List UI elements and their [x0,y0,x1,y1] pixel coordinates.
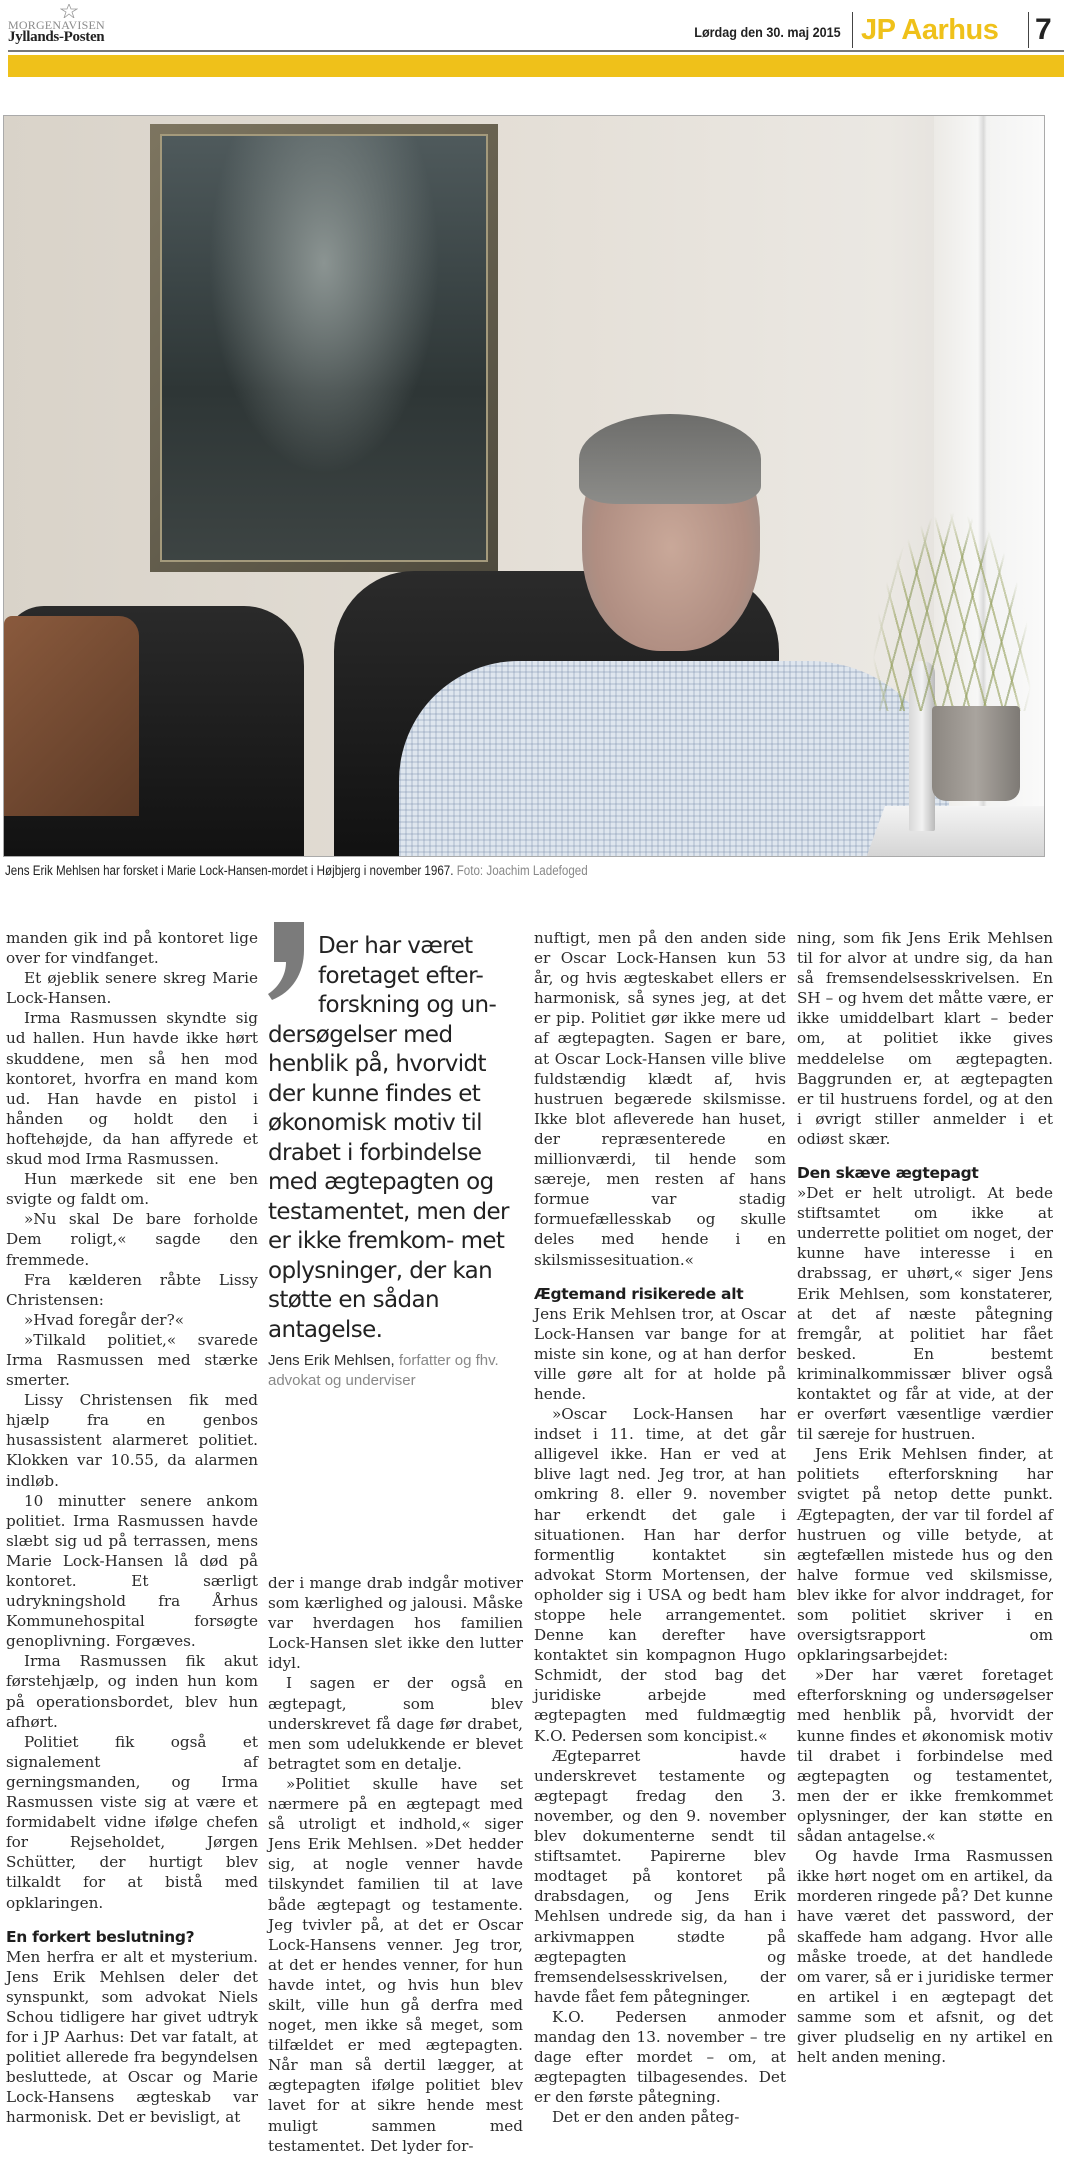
section-label [852,12,998,48]
pull-quote [268,932,526,1391]
paragraph: Det er den anden påteg- [552,2108,740,2127]
paragraph: Et øjeblik senere skreg Marie Lock-Hansen. [6,969,258,1008]
star-emblem-icon [60,4,78,18]
paragraph: Fra kælderen råbte Lissy Christensen: [6,1270,258,1309]
paragraph: I sagen er der også en ægtepagt, som blev underskrevet få dage før drabet, men som udelukkende er blevet betragtet som en detalje. [268,1674,523,1773]
masthead-rule [8,50,1064,52]
accent-band [8,55,1064,77]
photo-man-hair [579,414,761,504]
quote-author: Jens Erik Mehlsen, [268,1352,395,1369]
paragraph: »Tilkald politiet,« svarede Irma Rasmussen med stærke smerter. [6,1330,258,1390]
paragraph: Og havde Irma Rasmussen ikke hørt noget om en artikel, da morderen ringede på? Det kunne have været det password, der skaffede ham adgang. Hvor alle måske troede, at det handlede om varer, så er i juridiske termer en artikel i en ægtepagt det samme som et afsnit, og det giver pludselig en ny artikel en helt anden mening. [797,1847,1053,2067]
paragraph: »Politiet skulle have set nærmere på en ægtepagt med så utroligt et indhold,« siger Jens Erik Mehlsen. »Det hedder sig, at nogle venner havde tilskyndet familien til at lave både ægtepagt og testamente. Jeg tvivler på, at det er Oscar Lock-Hansens venner. Jeg tror, at det er hendes venner, for hun havde intet, og hvis hun blev skilt, ville hun gå derfra med noget, men ikke så meget, som tilfældet er med ægtepagten. Når man så dertil lægger, at ægtepagten ifølge politiet blev lavet for at sikre hende mest muligt sammen med testamentet. Det lyder for- [268,1774,523,2155]
paragraph: nuftigt, men på den anden side er Oscar Lock-Hansen kun 53 år, og hvis ægteskabet ellers er harmonisk, så synes jeg, at det er pip. Politiet gør ikke mere ud af ægtepagten. Sagen er bare, at Oscar Lock-Hansen ville blive fuldstændig klædt af, hvis hustruen begærede skilsmisse. Ikke blot afleverede han huset, der repræsenterede en millionværdi, til hende som særeje, men resten af hans formue var stadig formuefællesskab og skulle deles med hende i en skilsmissesituation.« [534,929,786,1269]
paragraph: ning, som fik Jens Erik Mehlsen til for alvor at undre sig, da han så fremsendelsesskrivelsen. En SH – og hvem det måtte være, er ikke umiddelbart klart – beder om, at politiet ikke gives meddelelse om ægtepagten. Baggrunden er, at ægtepagten er til hustruens fordel, og at den i øvrigt stiller anmelder i et odiøst skær. [797,929,1053,1148]
pull-quote-text [268,932,526,1345]
caption-text: Jens Erik Mehlsen har forsket i Marie Lock-Hansen-mordet i Højbjerg i november 1967. [5,863,454,878]
paragraph: »Der har været foretaget efterforskning og undersøgelser med henblik på, hvorvidt der kunne findes et økonomisk motiv til drabet i forbindelse med ægtepagten og testamentet, men der er ikke fremkommet oplysninger, der kan støtte en sådan antagelse.« [797,1666,1053,1846]
pull-quote-body: dersøgelser med henblik på, hvorvidt der kunne findes et økonomisk motiv til drabet i forbindelse med ægtepagten og testamentet, men der er ikke fremkom- met oplysninger, der kan støtte en sådan antagelse. [268,1021,509,1343]
page-number: 7 [1035,13,1052,46]
photo-painting [150,124,498,572]
issue-date: Lørdag den 30. maj 2015 [694,24,841,40]
article-column-3 [534,928,786,2127]
paragraph: K.O. Pedersen anmoder mandag den 13. november – tre dage efter mordet – om, at ægtepagten tilbagesendes. Det er den første påtegning. [534,2007,786,2107]
photo-cushion [4,616,139,816]
paragraph: der i mange drab indgår motiver som kærlighed og jalousi. Måske var hverdagen hos familien Lock-Hansen slet ikke den lutter idyl. [268,1574,523,1673]
photo-plant [872,511,1032,711]
paragraph: Irma Rasmussen fik akut førstehjælp, og inden hun kom på operationsbordet, blev hun afhørt. [6,1652,258,1731]
photo-credit: Foto: Joachim Ladefoged [456,863,588,878]
paragraph: »Oscar Lock-Hansen har indset i 11. time, at det går alligevel ikke. Han er ved at blive lagt ned. Jeg tror, at han omkring 8. eller 9. november har erkendt det gale i situationen. Han har derfor formentlig kontaktet sin advokat Storm Mortensen, der opholder sig i USA og bedt ham stoppe hele arrangementet. Denne kan derefter have kontaktet sin kompagnon Hugo Schmidt, der stod bag det juridiske arbejde med ægtepagten med fuldmægtig K.O. Pedersen som koncipist.« [534,1405,786,1745]
logo-bottom-line: Jyllands-Posten [8,29,105,45]
masthead [0,0,1068,80]
paragraph: »Hvad foregår der?« [24,1310,185,1329]
paragraph: Politiet fik også et signalement af gerningsmanden, og Irma Rasmussen viste sig at være et formidabelt vidne ifølge chefen for Rejseholdet, Jørgen Schütter, der hurtigt blev tilkaldt for at bistå med opklaringen. [6,1732,258,1912]
paragraph: Jens Erik Mehlsen tror, at Oscar Lock-Hansen var bange for at miste sin kone, og at han derfor ville gøre alt for at holde på hende. [534,1304,786,1403]
article-column-1 [6,928,258,2127]
photo-man-shirt [399,661,949,857]
paragraph: 10 minutter senere ankom politiet. Irma Rasmussen havde slæbt sig ud på terrassen, mens Marie Lock-Hansen lå død på kontoret. Et særligt udrykningshold fra Århus Kommunehospital forsøgte genoplivning. Forgæves. [6,1491,258,1651]
paragraph: »Nu skal De bare forholde Dem roligt,« sagde den fremmede. [6,1210,258,1269]
photo-caption [5,862,917,880]
paragraph: manden gik ind på kontoret lige over for vindfanget. [6,929,258,968]
subheading: En forkert beslutning? [6,1927,195,1946]
photo-plant-pot [932,706,1020,801]
article-column-2 [268,1573,523,2156]
section-name: JP Aarhus [861,14,999,46]
subheading: Ægtemand risikerede alt [534,1284,744,1303]
article-column-4 [797,928,1053,2067]
paragraph: Hun mærkede sit ene ben svigte og faldt om. [6,1170,258,1209]
paragraph: Lissy Christensen fik med hjælp fra en genbos husassistent alarmeret politiet. Klokken var 10.55, da alarmen indløb. [6,1391,258,1490]
paragraph: Jens Erik Mehlsen finder, at politiets efterforskning har svigtet på netop dette punkt. Ægtepagten, der var til fordel af hustruen og ville betyde, at ægtefællen mistede hus og den halve formue ved skilsmisse, blev ikke for alvor inddraget, for som politiet skriver i en oversigtsrapport om opklaringsarbejdet: [797,1445,1053,1665]
article-photo [3,115,1045,857]
quote-author-role: forfatter og fhv. advokat og underviser [268,1352,499,1389]
paragraph: Irma Rasmussen skyndte sig ud hallen. Hun havde ikke hørt skuddene, men så hen mod kontoret, hvorfra en mand kom ud. Han havde en pistol i hånden og holdt den i hoftehøjde, da han affyrede et skud mod Irma Rasmussen. [6,1009,258,1169]
pull-quote-lead: Der har været foretaget efter- forskning og un- [318,933,497,1018]
paragraph: Men herfra er alt et mysterium. Jens Erik Mehlsen deler det synspunkt, som advokat Niels Schou tidligere har givet udtryk for i JP Aarhus: Det var fatalt, at politiet allerede fra begyndelsen besluttede, at Oscar og Marie Lock-Hansens ægteskab var harmonisk. Det er bevisligt, at [6,1947,258,2127]
pull-quote-attribution [268,1351,526,1391]
subheading: Den skæve ægtepagt [797,1164,979,1183]
logo-top-line: MORGENAVISEN [8,18,105,32]
paragraph: Ægteparret havde underskrevet testamente og ægtepagt fredag den 3. november, og den 9. november blev dokumenterne sendt til stiftsamtet. Papirerne blev modtaget på kontoret på drabsdagen, og Jens Erik Mehlsen undrede sig, da han i arkivmappen stødte på ægtepagten og fremsendelsesskrivelsen, der havde fået fem påtegninger. [534,1746,786,2006]
page-number-box [1028,12,1052,48]
quote-mark-icon [268,922,306,1002]
photo-windowsill [863,806,1045,857]
paragraph: »Det er helt utroligt. At bede stiftsamtet om ikke at underrette politiet om noget, der kunne have interesse i en drabssag, er uhørt,« siger Jens Erik Mehlsen, som konstaterer, at det af næste påtegning fremgår, at politiet har fået besked. En bestemt kriminalkommissær bliver også kontaktet og får at vide, at der er overført væsentlige værdier til særeje for hustruen. [797,1184,1053,1444]
